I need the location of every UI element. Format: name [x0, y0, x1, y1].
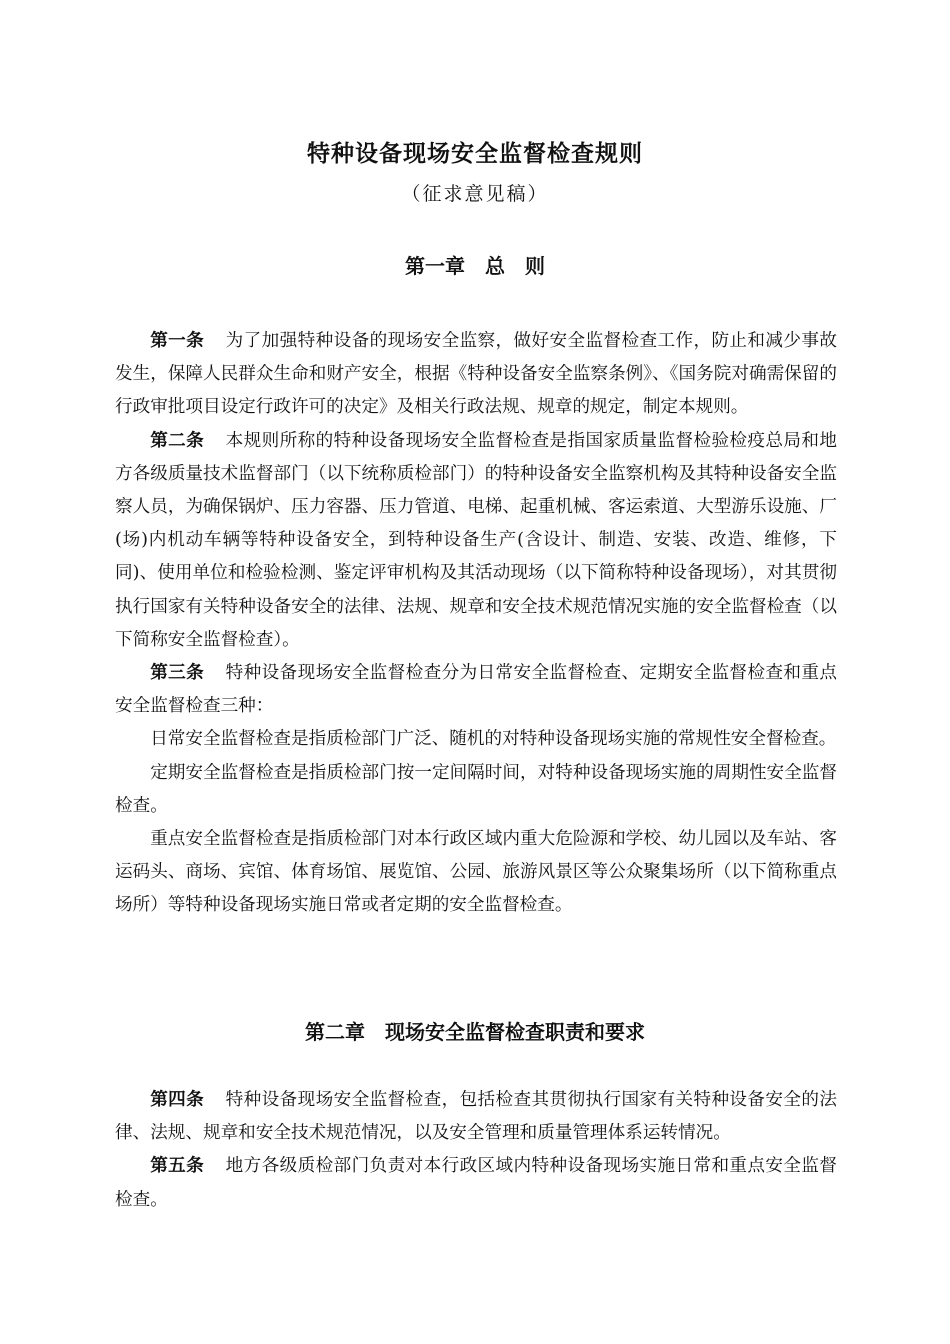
- article-text: 本规则所称的特种设备现场安全监督检查是指国家质量监督检验检疫总局和地方各级质量技术监督部门（以下统称质检部门）的特种设备安全监察机构及其特种设备安全监察人员，为确保锅炉、压力容器、压力管道、电梯、起重机械、客运索道、大型游乐设施、厂(场)内机动车辆等特种设备安全，到特种设备生产(含设计、制造、安装、改造、维修，下同)、使用单位和检验检测、鉴定评审机构及其活动现场（以下简称特种设备现场），对其贯彻执行国家有关特种设备安全的法律、法规、规章和安全技术规范情况实施的安全监督检查（以下简称安全监督检查）。: [115, 430, 837, 650]
- paragraph-text: 定期安全监督检查是指质检部门按一定间隔时间，对特种设备现场实施的周期性安全监督检查。: [115, 762, 837, 816]
- document-title: 特种设备现场安全监督检查规则: [307, 141, 643, 167]
- article-4: [115, 1084, 837, 1150]
- article-text: 特种设备现场安全监督检查分为日常安全监督检查、定期安全监督检查和重点安全监督检查三种：: [115, 663, 837, 717]
- paragraph-text: 日常安全监督检查是指质检部门广泛、随机的对特种设备现场实施的常规性安全督检查。: [150, 729, 837, 750]
- document-subtitle: （征求意见稿）: [401, 183, 549, 205]
- article-label: 第二条: [150, 430, 205, 451]
- article-label: 第三条: [150, 663, 205, 684]
- paragraph-daily-inspection: [115, 723, 837, 756]
- chapter-heading: 第一章 总 则: [405, 254, 545, 278]
- chapter-2-body: [115, 1084, 837, 1217]
- article-label: 第一条: [150, 331, 205, 351]
- chapter-1-body: [115, 325, 837, 923]
- article-text: 为了加强特种设备的现场安全监察，做好安全监督检查工作，防止和减少事故发生，保障人民群众生命和财产安全，根据《特种设备安全监察条例》、《国务院对确需保留的行政审批项目设定行政许可的决定》及相关行政法规、规章的规定，制定本规则。: [115, 331, 837, 418]
- article-text: 地方各级质检部门负责对本行政区域内特种设备现场实施日常和重点安全监督检查。: [115, 1156, 837, 1210]
- article-1: [115, 325, 837, 425]
- article-2: [115, 425, 837, 657]
- article-3: [115, 657, 837, 723]
- article-5: [115, 1150, 837, 1216]
- chapter-heading: 第二章 现场安全监督检查职责和要求: [305, 1020, 645, 1044]
- paragraph-text: 重点安全监督检查是指质检部门对本行政区域内重大危险源和学校、幼儿园以及车站、客运码头、商场、宾馆、体育场馆、展览馆、公园、旅游风景区等公众聚集场所（以下简称重点场所）等特种设备现场实施日常或者定期的安全监督检查。: [115, 829, 837, 916]
- article-label: 第五条: [150, 1156, 205, 1177]
- article-label: 第四条: [150, 1090, 205, 1110]
- paragraph-periodic-inspection: [115, 757, 837, 823]
- article-text: 特种设备现场安全监督检查，包括检查其贯彻执行国家有关特种设备安全的法律、法规、规章和安全技术规范情况，以及安全管理和质量管理体系运转情况。: [115, 1090, 837, 1144]
- paragraph-key-inspection: [115, 823, 837, 923]
